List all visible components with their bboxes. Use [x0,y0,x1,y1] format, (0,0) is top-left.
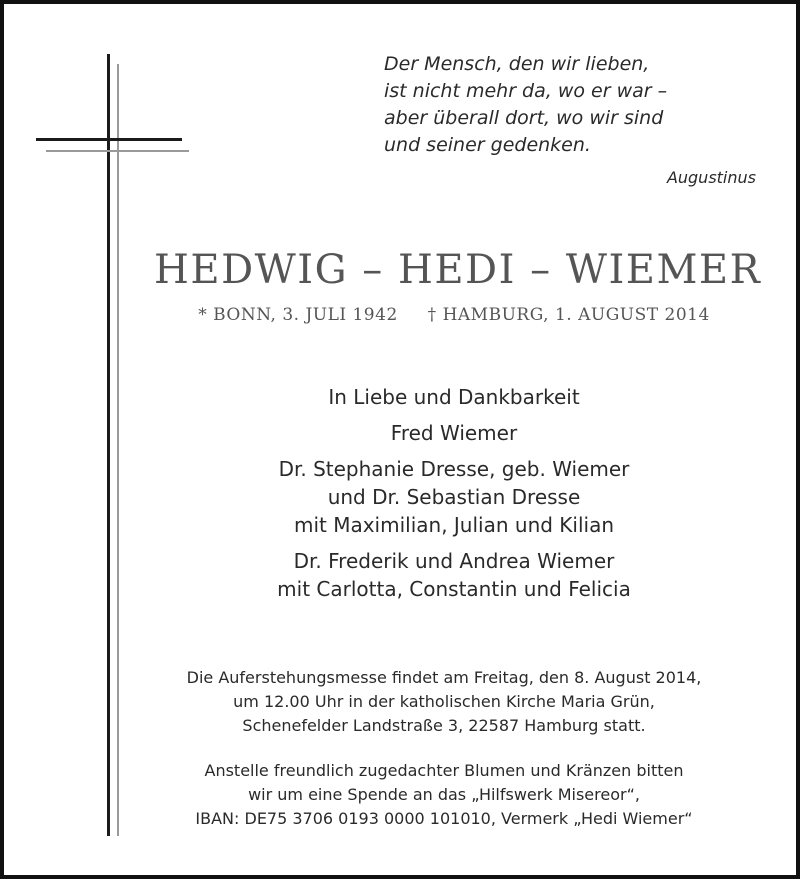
quote-line: und seiner gedenken. [384,134,591,156]
service-line: um 12.00 Uhr in der katholischen Kirche Maria Grün, [233,692,655,711]
service-information [124,666,764,831]
life-dates [159,305,749,325]
service-line: Schenefelder Landstraße 3, 22587 Hamburg statt. [242,716,646,735]
quote-line: ist nicht mehr da, wo er war – [384,80,668,102]
cross-vertical-shadow [117,64,119,836]
spouse-name: Fred Wiemer [390,421,518,445]
cross-vertical-bar [107,54,110,836]
donation-line: IBAN: DE75 3706 0193 0000 101010, Vermerk „Hedi Wiemer“ [195,809,693,828]
death-date: † HAMBURG, 1. AUGUST 2014 [427,305,710,325]
family-line: Dr. Frederik und Andrea Wiemer [293,549,615,573]
donation-line: Anstelle freundlich zugedachter Blumen und Kränzen bitten [204,761,684,780]
mourners [154,383,754,603]
quote-author: Augustinus [666,168,756,187]
family-line: Dr. Stephanie Dresse, geb. Wiemer [278,457,630,481]
mourners-intro: In Liebe und Dankbarkeit [328,385,580,409]
quote-line: Der Mensch, den wir lieben, [384,53,650,75]
family-line: und Dr. Sebastian Dresse [327,485,581,509]
deceased-name: HEDWIG – HEDI – WIEMER [154,247,762,293]
birth-date: * BONN, 3. JULI 1942 [198,305,398,325]
family-line: mit Maximilian, Julian und Kilian [293,513,615,537]
quote-line: aber überall dort, wo wir sind [384,107,664,129]
memorial-quote [384,51,744,159]
cross-horizontal-bar [36,138,182,141]
service-line: Die Auferstehungsmesse findet am Freitag, den 8. August 2014, [186,668,702,687]
family-line: mit Carlotta, Constantin und Felicia [277,577,631,601]
cross-horizontal-shadow [46,150,189,152]
donation-line: wir um eine Spende an das „Hilfswerk Misereor“, [248,785,640,804]
